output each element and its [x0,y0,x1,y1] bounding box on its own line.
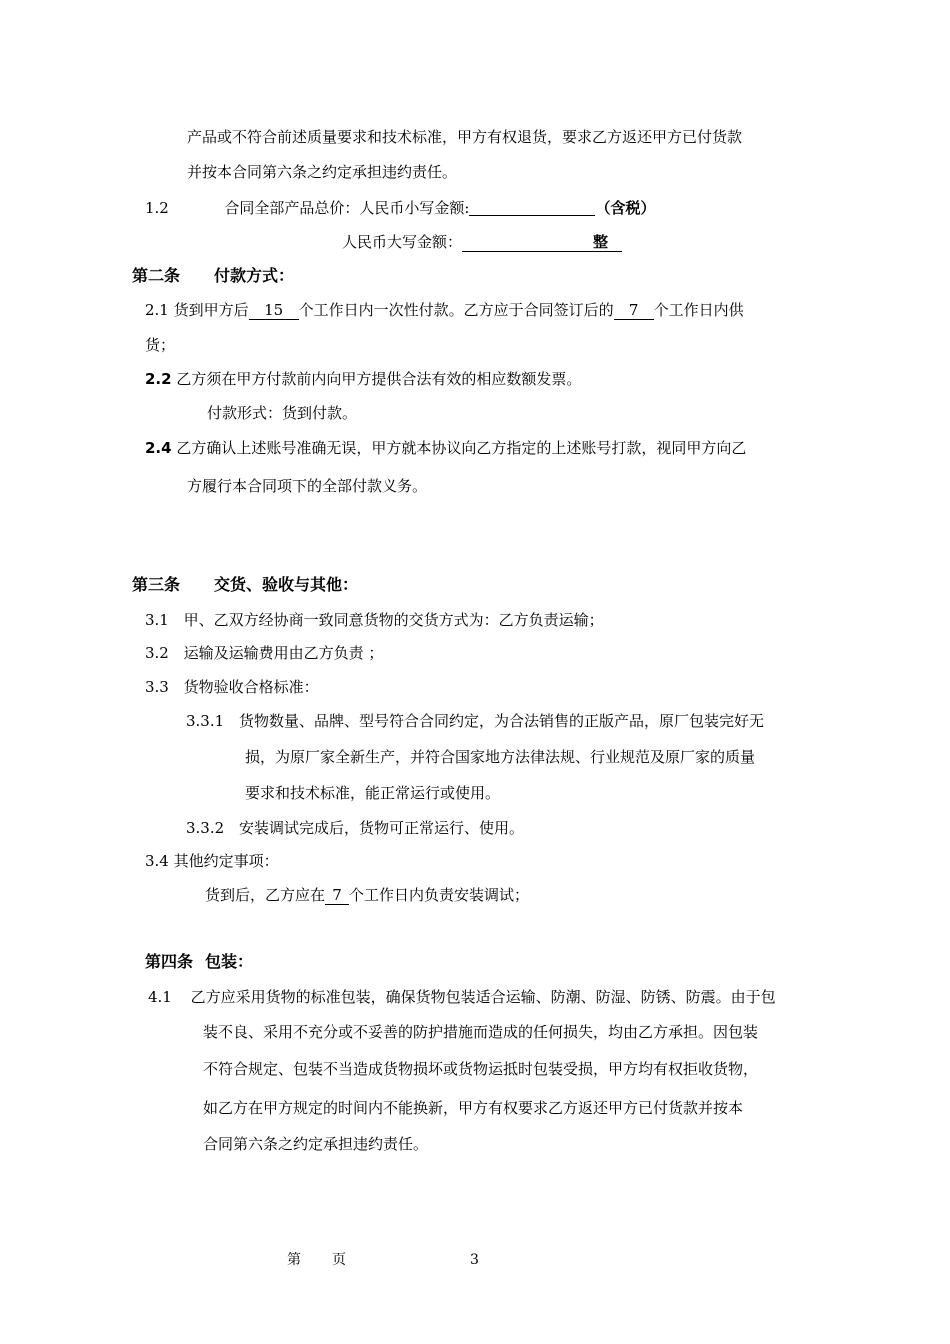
clause-text: 乙方须在甲方付款前内向甲方提供合法有效的相应数额发票。 [176,370,582,388]
clause-text: 个工作日内负责安装调试； [349,886,530,904]
clause-1-2 [145,198,656,218]
clause-text: 个工作日内供 [653,301,744,319]
clause-number: 1.2 [145,199,169,217]
paragraph-line: 方履行本合同项下的全部付款义务。 [187,477,428,495]
amount-blank [469,199,595,216]
article-3-heading [132,575,358,595]
clause-text: 安装调试完成后，货物可正常运行、使用。 [238,819,524,837]
footer-ye: 页 [332,1252,346,1268]
paragraph-line: 损，为原厂家全新生产，并符合国家地方法律法规、行业规范及原厂家的质量 [245,748,756,766]
clause-number: 3.3.1 [186,712,225,730]
install-line [205,885,529,905]
tax-note: （含税） [595,199,656,217]
article-title: 付款方式： [214,266,295,285]
clause-number: 2.1 [145,301,169,319]
paragraph-line: 不符合规定、包装不当造成货物损坏或货物运抵时包装受损，甲方均有权拒收货物， [203,1060,759,1078]
article-2-heading [132,266,294,286]
upper-amount-suffix: 整 [593,233,609,251]
upper-amount-blank [462,233,622,252]
clause-number: 3.3.2 [186,819,225,837]
clause-2-2 [145,369,581,389]
days-value: 7 [614,301,654,320]
clause-number: 2.4 [145,439,172,457]
paragraph-line: 如乙方在甲方规定的时间内不能换新，甲方有权要求乙方返还甲方已付货款并按本 [203,1099,744,1117]
clause-3-2 [145,643,383,663]
paragraph-line: 装不良、采用不充分或不妥善的防护措施而造成的任何损失，均由乙方承担。因包装 [203,1023,759,1041]
price-label: 合同全部产品总价：人民币小写金额: [224,199,470,217]
page-number: 3 [470,1252,479,1268]
clause-text: 乙方应采用货物的标准包装，确保货物包装适合运输、防潮、防湿、防锈、防震。由于包 [190,988,776,1006]
clause-4-1 [148,987,776,1007]
clause-text: 其他约定事项： [173,852,279,870]
clause-text: 货物验收合格标准： [183,678,319,696]
footer-di: 第 [287,1252,301,1268]
clause-text: 货到后，乙方应在 [205,886,326,904]
clause-number: 3.2 [145,644,169,662]
paragraph-line: 并按本合同第六条之约定承担违约责任。 [187,163,458,181]
clause-number: 2.2 [145,370,172,388]
clause-2-1 [145,300,744,320]
clause-number: 4.1 [148,988,172,1006]
paragraph-line: 合同第六条之约定承担违约责任。 [203,1135,429,1153]
article-number: 第二条 [132,266,181,285]
clause-2-4 [145,438,746,458]
article-title: 交货、验收与其他： [214,575,359,594]
clause-text: 个工作日内一次性付款。乙方应于合同签订后的 [298,301,614,319]
days-value: 15 [249,301,299,320]
clause-3-3-1 [186,711,764,731]
days-value: 7 [325,886,349,905]
clause-3-4 [145,851,279,871]
article-4-heading [145,952,253,972]
clause-3-3 [145,677,319,697]
clause-number: 3.1 [145,611,169,629]
payment-form: 付款形式：货到付款。 [207,404,358,422]
upper-amount-line [342,232,622,252]
paragraph-line: 产品或不符合前述质量要求和技术标准，甲方有权退货，要求乙方返还甲方已付货款 [187,128,743,146]
article-title: 包装： [205,952,254,971]
article-number: 第四条 [145,952,194,971]
clause-text: 甲、乙双方经协商一致同意货物的交货方式为：乙方负责运输； [183,611,604,629]
upper-amount-label: 人民币大写金额： [342,233,463,251]
clause-text: 货物数量、品牌、型号符合合同约定，为合法销售的正版产品，原厂包装完好无 [238,712,764,730]
clause-number: 3.3 [145,678,169,696]
clause-text: 货到甲方后 [173,301,249,319]
article-number: 第三条 [132,575,181,594]
clause-3-3-2 [186,818,524,838]
clause-text: 运输及运输费用由乙方负责 ； [183,644,384,662]
clause-text: 乙方确认上述账号准确无误，甲方就本协议向乙方指定的上述账号打款，视同甲方向乙 [176,439,747,457]
clause-number: 3.4 [145,852,169,870]
paragraph-line: 要求和技术标准，能正常运行或使用。 [245,784,501,802]
clause-3-1 [145,610,604,630]
paragraph-line: 货； [145,336,176,354]
